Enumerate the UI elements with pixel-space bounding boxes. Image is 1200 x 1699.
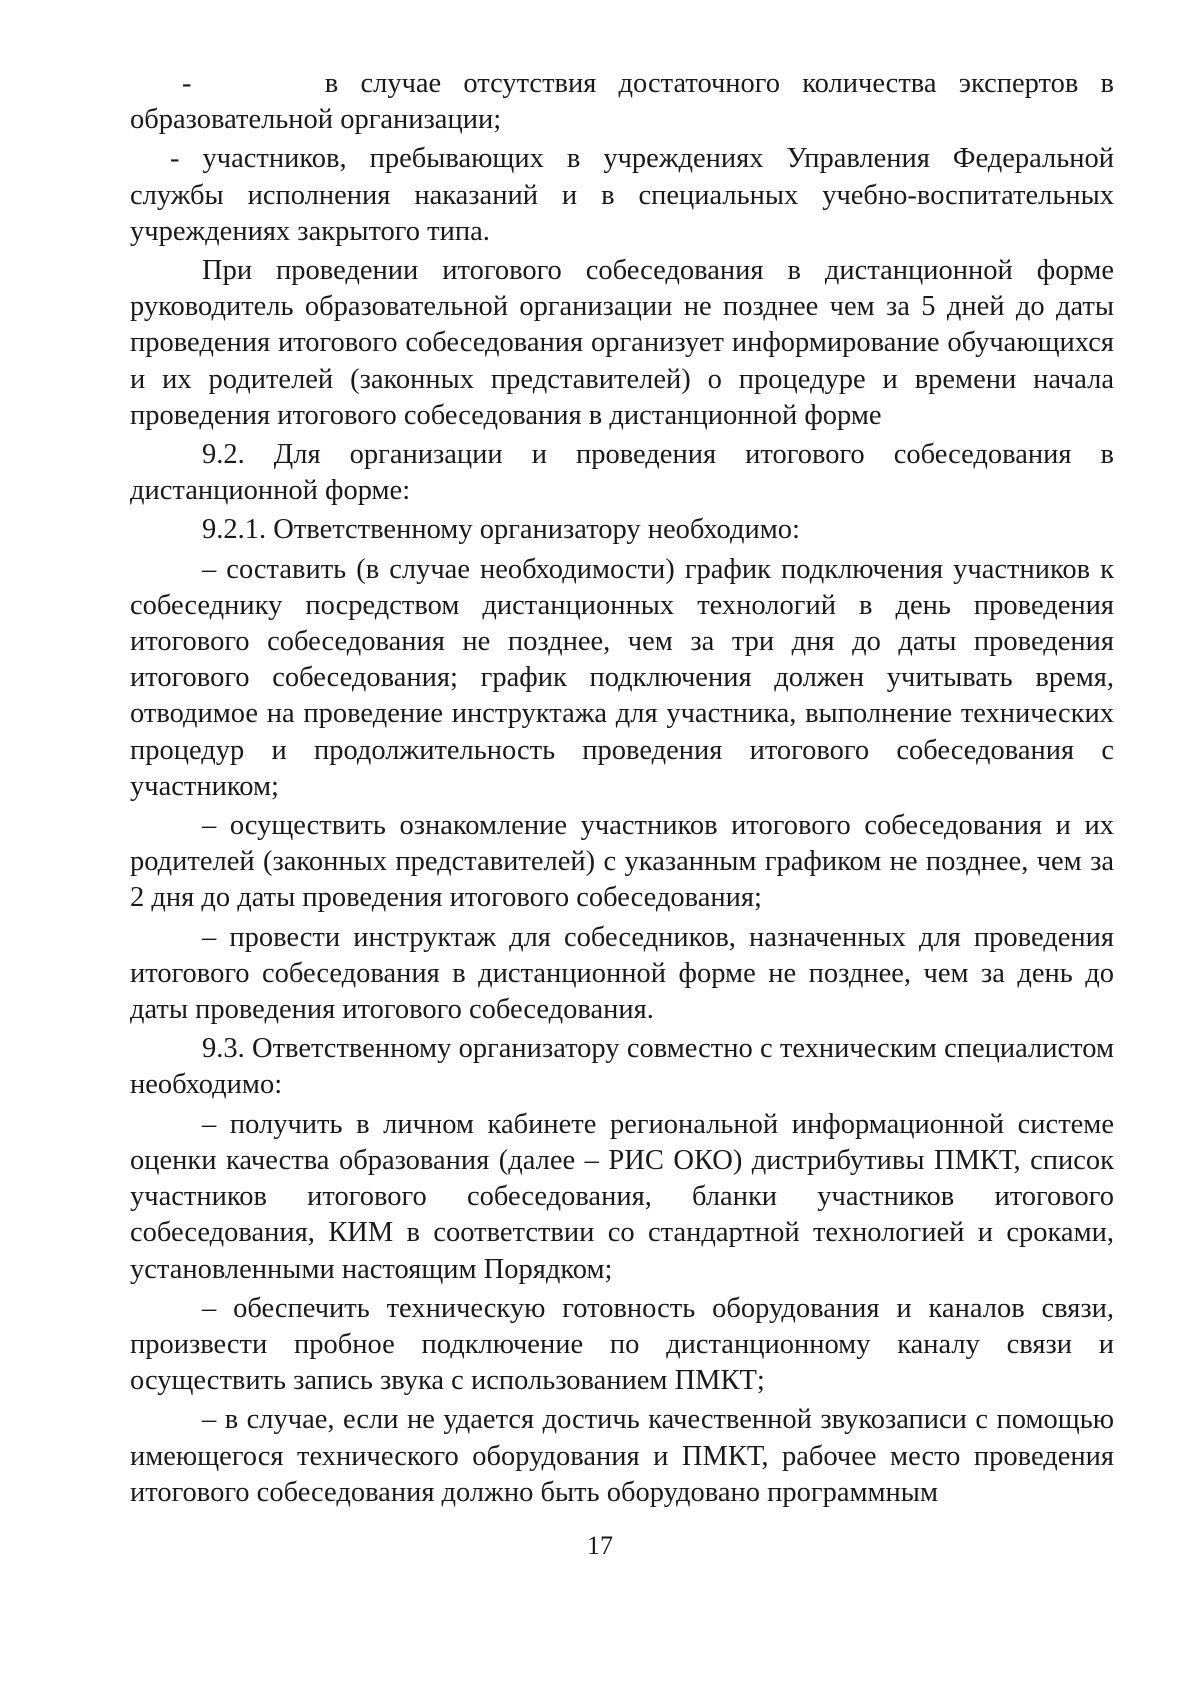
paragraph-item-schedule: – составить (в случае необходимости) график подключения участников к собеседнику посредством дистанционных технологий в день проведения итогового собеседования не позднее, чем за три дня до даты проведения итогового собеседования; график подключения должен учитывать время, отводимое на проведение инструктажа для участника, выполнение технических процедур и продолжительность проведения итогового собеседования с участником; bbox=[130, 553, 1114, 802]
paragraph-item-briefing: – провести инструктаж для собеседников, назначенных для проведения итогового собеседования в дистанционной форме не позднее, чем за день до даты проведения итогового собеседования. bbox=[130, 921, 1114, 1026]
paragraph-section-9-3: 9.3. Ответственному организатору совместно с техническим специалистом необходимо: bbox=[130, 1033, 1114, 1101]
paragraph-section-9-2-1: 9.2.1. Ответственному организатору необходимо: bbox=[202, 514, 800, 546]
document-body bbox=[130, 66, 1114, 1514]
paragraph-bullet-participants: - участников, пребывающих в учреждениях Управления Федеральной службы исполнения наказаний и в специальных учебно-воспитательных учреждениях закрытого типа. bbox=[130, 143, 1114, 247]
page-number: 17 bbox=[587, 1531, 613, 1560]
paragraph-item-technical-readiness: – обеспечить техническую готовность оборудования и каналов связи, произвести пробное подключение по дистанционному каналу связи и осуществить запись звука с использованием ПМКТ; bbox=[130, 1292, 1114, 1397]
paragraph-remote-informing: При проведении итогового собеседования в дистанционной форме руководитель образовательной организации не позднее чем за 5 дней до даты проведения итогового собеседования организует информирование обучающихся и их родителей (законных представителей) о процедуре и времени начала проведения итогового собеседования в дистанционной форме bbox=[130, 255, 1114, 431]
paragraph-bullet-experts: - в случае отсутствия достаточного количества экспертов в образовательной организации; bbox=[130, 68, 1114, 136]
paragraph-section-9-2: 9.2. Для организации и проведения итогового собеседования в дистанционной форме: bbox=[130, 439, 1114, 507]
paragraph-item-receive-materials: – получить в личном кабинете региональной информационной системе оценки качества образования (далее – РИС ОКО) дистрибутивы ПМКТ, список участников итогового собеседования, бланки участников итогового собеседования, КИМ в соответствии со стандартной технологией и сроками, установленными настоящим Порядком; bbox=[130, 1108, 1114, 1285]
paragraph-item-familiarize: – осуществить ознакомление участников итогового собеседования и их родителей (законных представителей) с указанным графиком не позднее, чем за 2 дня до даты проведения итогового собеседования; bbox=[130, 810, 1114, 914]
paragraph-item-sound-recording: – в случае, если не удается достичь качественной звукозаписи с помощью имеющегося технического оборудования и ПМКТ, рабочее место проведения итогового собеседования должно быть оборудовано программным bbox=[130, 1404, 1114, 1508]
